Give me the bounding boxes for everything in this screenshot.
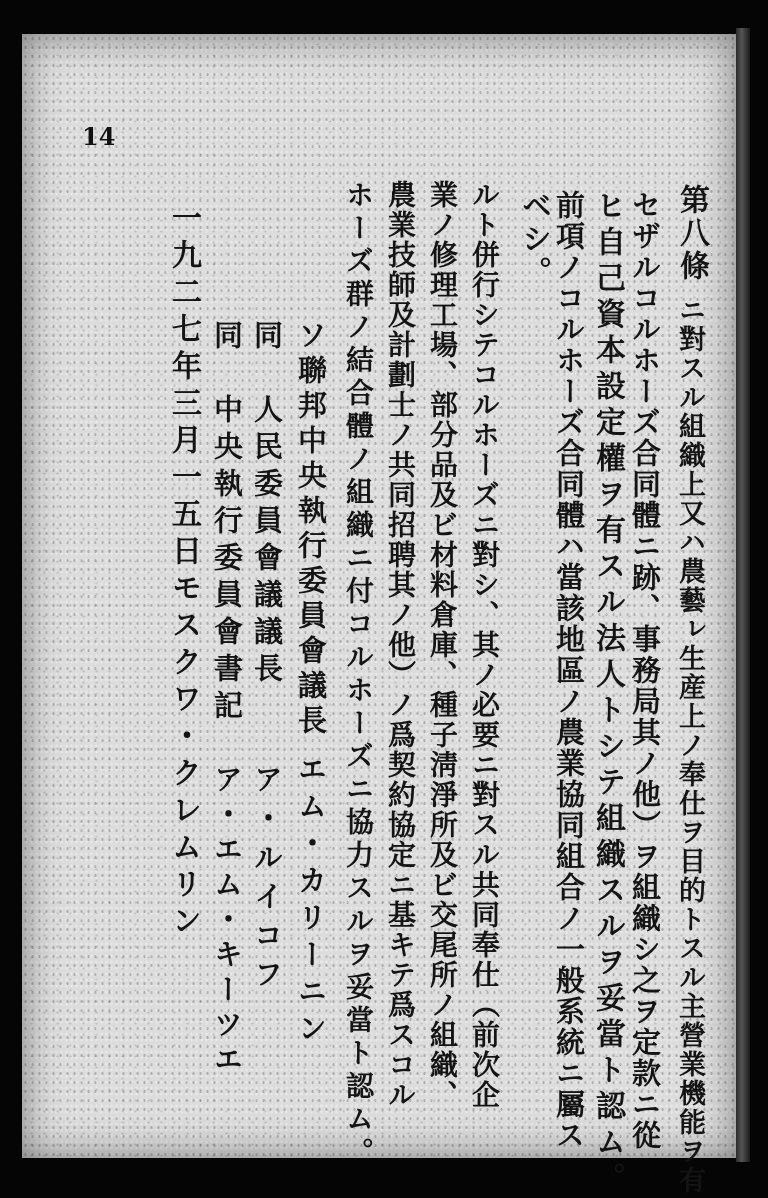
signature-name-1: エム・カリーニン <box>294 754 328 1050</box>
paragraph-line-4: ホーズ群ノ結合體ノ組織ニ付コルホーズニ協力スルヲ妥當ト認ム。 <box>342 180 375 1170</box>
date-place: 一九二七年三月一五日モスクワ・クレムリン <box>166 202 201 942</box>
document-page <box>22 34 736 1198</box>
signature-title-2: 同 人民委員會議議長 <box>250 320 284 690</box>
article-line-5: ベシ。 <box>516 190 551 289</box>
signature-name-2: ア・ルイコフ <box>250 764 284 998</box>
page-number: 14 <box>82 122 116 151</box>
article-line-3: ヒ自己資本設定權ヲ有スル法人トシテ組織スルヲ妥當ト認ム。 <box>590 190 625 1198</box>
signature-title-1: ソ聯邦中央執行委員會議長 <box>294 320 328 740</box>
book-spine <box>736 28 750 1162</box>
signature-title-3: 同 中央執行委員會書記 <box>210 320 244 727</box>
article-line-4: 前項ノコルホーズ合同體ハ當該地區ノ農業協同組合ノ一般系統ニ屬ス <box>552 190 586 1151</box>
article-title: 第八條 <box>674 184 709 283</box>
paragraph-line-3: 農業技師及計劃士ノ共同招聘其ノ他）ノ爲契約協定ニ基キテ爲スコル <box>384 180 417 1110</box>
paragraph-line-1: ルト併行シテコルホーズニ對シ、其ノ必要ニ對スル共同奉仕（前次企 <box>468 180 501 1110</box>
article-line-2: セザルコルホーズ合同體ニ跡、事務局其ノ他）ヲ組織シ之ヲ定款ニ從 <box>628 190 662 1151</box>
article-line-1: ニ對スル組織上又ハ農藝ㇾ生産上ノ奉仕ヲ目的トスル主營業機能ヲ有 <box>674 296 705 1195</box>
signature-name-3: ア・エム・キーツエ <box>210 764 244 1079</box>
paragraph-line-2: 業ノ修理工場、部分品及ビ材料倉庫、種子淸淨所及ビ交尾所ノ組織、 <box>426 180 459 1110</box>
